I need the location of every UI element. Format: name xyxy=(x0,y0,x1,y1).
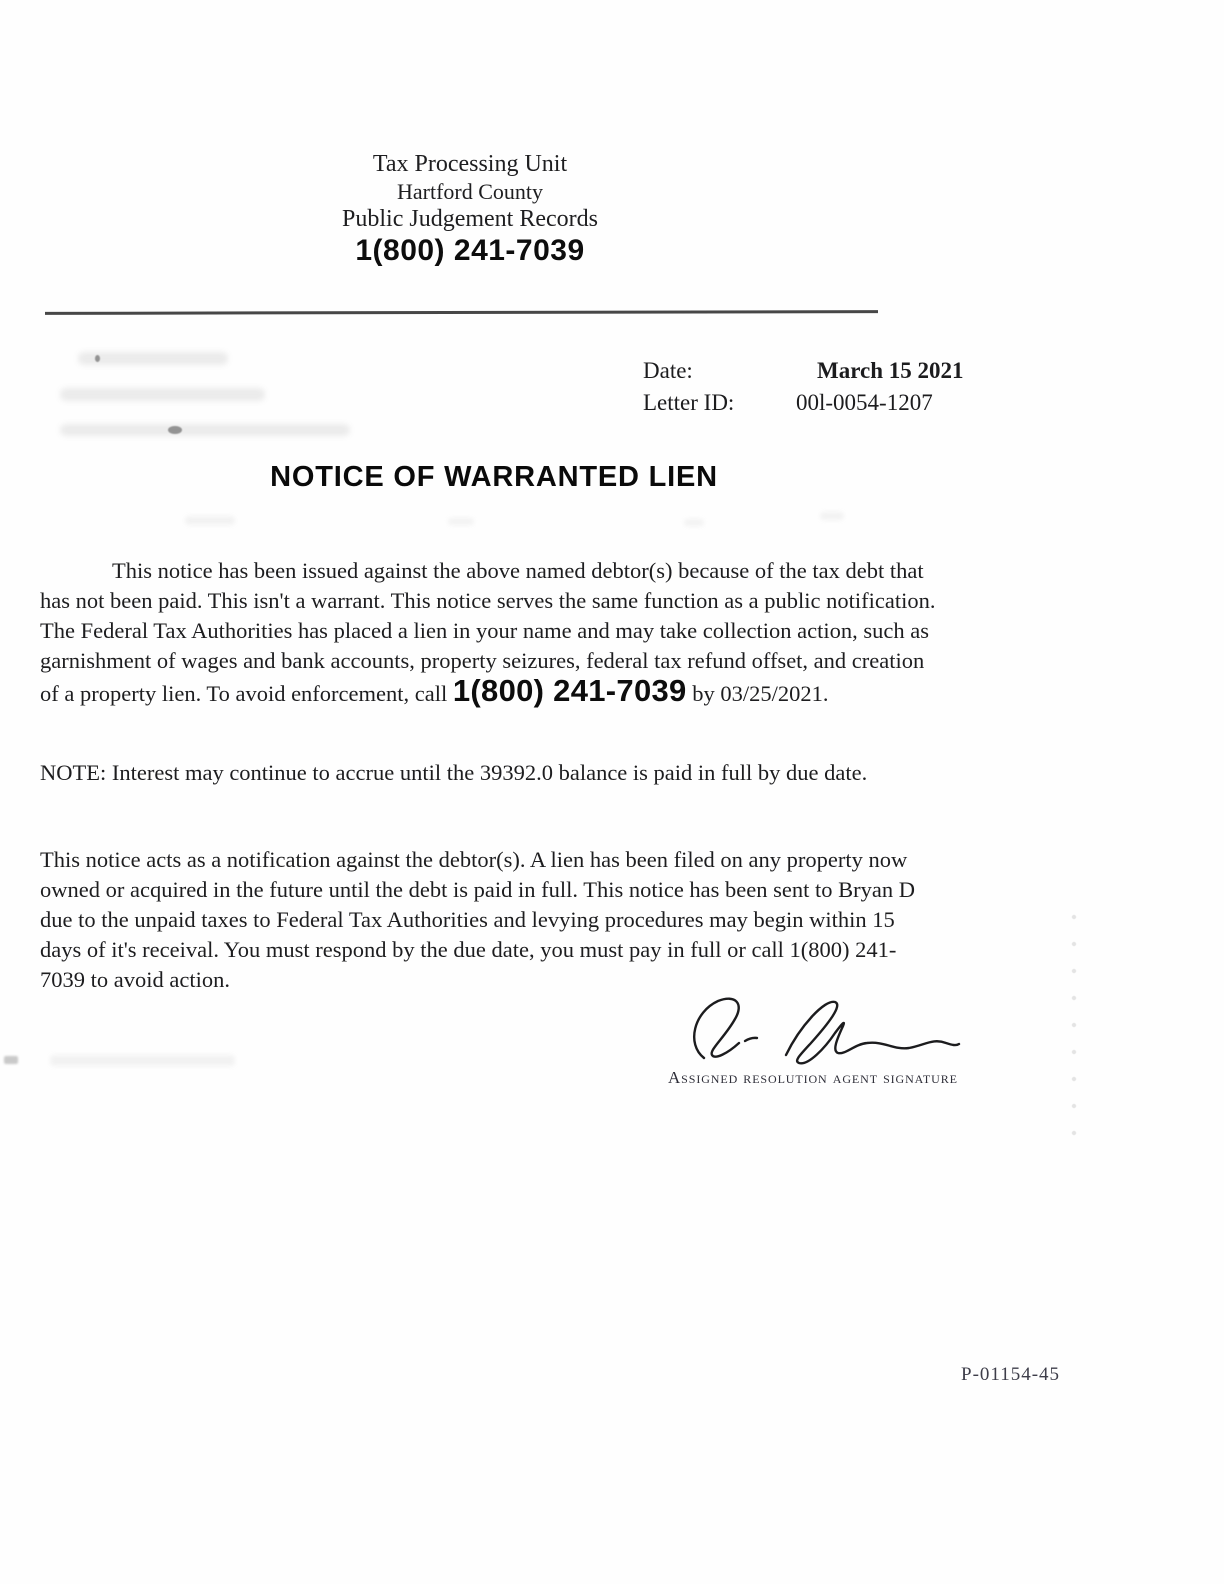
scan-smudge xyxy=(448,518,474,525)
letterhead-county-line: Hartford County xyxy=(396,179,544,204)
letter-id-label: Letter ID: xyxy=(643,390,735,415)
form-number: P-01154-45 xyxy=(961,1364,1061,1385)
handwritten-signature xyxy=(682,992,972,1077)
body-paragraph-2: This notice acts as a notification against the debtor(s). A lien has been filed on any property now owned or acquired in the future until the debt is paid in full. This notice has been sent to Bryan D due to the unpaid taxes to Federal Tax Authorities and levying procedures may begin within 15 days of it's receival. You must respond by the due date, you must pay in full or call 1(800) 241-7039 to avoid action. xyxy=(40,847,916,992)
paragraph1-text-before: This notice has been issued against the above named debtor(s) because of the tax debt that has not been paid. This isn't a warrant. This notice serves the same function as a public notification. The Federal Tax Authorities has placed a lien in your name and may take collection action, such as garnishment of wages and bank accounts, property seizures, federal tax refund offset, and creation of a property lien. To avoid enforcement, call xyxy=(40,558,936,706)
faded-address-line xyxy=(60,388,265,401)
letterhead-phone-number: 1(800) 241-7039 xyxy=(355,234,585,267)
letter-id-value: 00l-0054-1207 xyxy=(796,390,933,415)
letterhead-records-line: Public Judgement Records xyxy=(342,206,598,232)
date-label: Date: xyxy=(643,358,693,383)
paragraph1-text-after: by 03/25/2021. xyxy=(686,681,829,706)
date-value: March 15 2021 xyxy=(817,358,964,383)
paragraph1-phone-number: 1(800) 241-7039 xyxy=(452,673,687,708)
faded-address-line xyxy=(78,352,228,365)
scan-smudge xyxy=(185,516,235,525)
faded-address-mark xyxy=(168,426,182,434)
scan-smudge xyxy=(50,1055,235,1066)
body-paragraph-1 xyxy=(40,556,938,709)
scan-smudge xyxy=(4,1056,18,1064)
scan-smudge xyxy=(820,512,844,520)
signature-caption: Assigned resolution agent signature xyxy=(668,1068,958,1087)
letterhead-org-line: Tax Processing Unit xyxy=(372,151,568,177)
note-paragraph: NOTE: Interest may continue to accrue until the 39392.0 balance is paid in full by due date. xyxy=(40,760,868,785)
divider-line xyxy=(45,310,878,315)
letterhead xyxy=(170,150,770,268)
faded-address-mark xyxy=(95,355,100,362)
scan-smudge xyxy=(684,519,704,526)
document-title: NOTICE OF WARRANTED LIEN xyxy=(270,461,718,493)
faded-address-line xyxy=(60,424,350,436)
scan-artifact-dots xyxy=(1070,912,1078,1157)
